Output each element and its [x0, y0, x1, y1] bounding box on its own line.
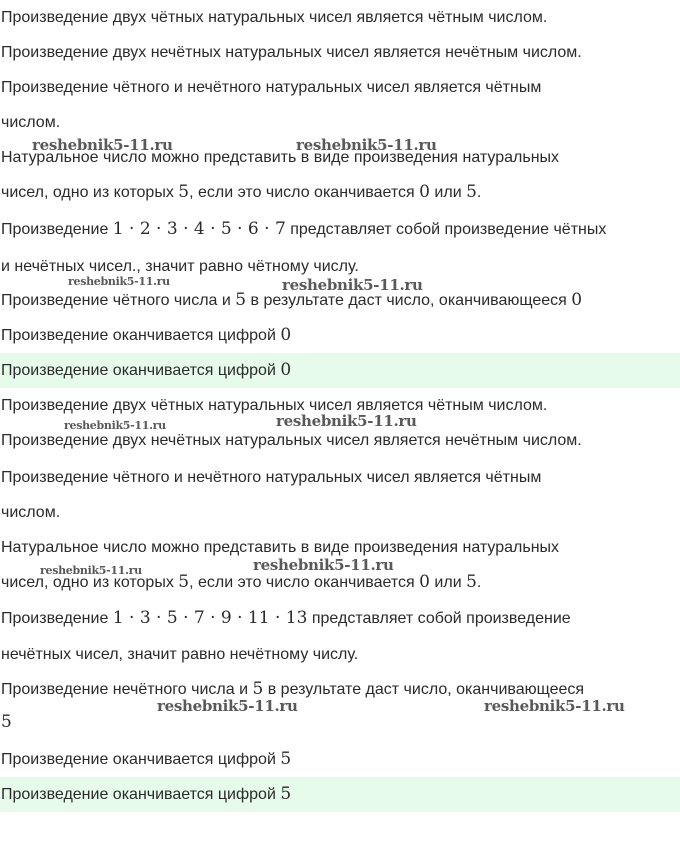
text-line: чисел, одно из которых 5, если это число оканчивается 0 или 5. [1, 182, 482, 202]
text-line: Произведение 1 · 2 · 3 · 4 · 5 · 6 · 7 представляет собой произведение чётных [1, 219, 607, 239]
text-line: 5 [1, 712, 12, 732]
math-expression: 1 · 3 · 5 · 7 · 9 · 11 · 13 [112, 608, 308, 628]
text-line: и нечётных чисел., значит равно чётному числу. [1, 258, 359, 275]
text-line: чисел, одно из которых 5, если это число оканчивается 0 или 5. [1, 572, 482, 592]
watermark: reshebnik5-11.ru [296, 136, 437, 154]
watermark: reshebnik5-11.ru [64, 419, 166, 432]
text-line: Произведение чётного и нечётного натуральных чисел является чётным [1, 469, 542, 486]
watermark: reshebnik5-11.ru [253, 556, 394, 574]
text-line: Произведение оканчивается цифрой 0 [1, 325, 292, 345]
text-line: Произведение чётного и нечётного натуральных чисел является чётным [1, 79, 542, 96]
text-line: Произведение двух нечётных натуральных чисел является нечётным числом. [1, 44, 582, 61]
watermark: reshebnik5-11.ru [484, 697, 625, 715]
watermark: reshebnik5-11.ru [68, 275, 170, 288]
text-line: Произведение оканчивается цифрой 5 [1, 749, 292, 769]
answer-highlight: Произведение оканчивается цифрой 0 [0, 353, 680, 388]
text-line: Произведение чётного числа и 5 в результате даст число, оканчивающееся 0 [1, 290, 583, 310]
watermark: reshebnik5-11.ru [157, 697, 298, 715]
watermark: reshebnik5-11.ru [32, 136, 173, 154]
watermark: reshebnik5-11.ru [40, 564, 142, 577]
watermark: reshebnik5-11.ru [282, 276, 423, 294]
text-line: Произведение двух чётных натуральных чисел является чётным числом. [1, 9, 548, 26]
text-line: Натуральное число можно представить в виде произведения натуральных [1, 539, 560, 556]
text-line: Произведение двух нечётных натуральных чисел является нечётным числом. [1, 432, 582, 449]
text-line: Произведение двух чётных натуральных чисел является чётным числом. [1, 397, 548, 414]
text-line: числом. [1, 504, 61, 521]
text-line: Произведение нечётного числа и 5 в результате даст число, оканчивающееся [1, 679, 585, 699]
text-line: числом. [1, 114, 61, 131]
math-expression: 1 · 2 · 3 · 4 · 5 · 6 · 7 [112, 219, 286, 239]
watermark: reshebnik5-11.ru [276, 412, 417, 430]
text-line: Произведение 1 · 3 · 5 · 7 · 9 · 11 · 13 представляет собой произведение [1, 608, 571, 628]
answer-highlight: Произведение оканчивается цифрой 5 [0, 777, 680, 812]
text-line: Натуральное число можно представить в виде произведения натуральных [1, 149, 560, 166]
text-line: нечётных чисел, значит равно нечётному числу. [1, 646, 359, 663]
